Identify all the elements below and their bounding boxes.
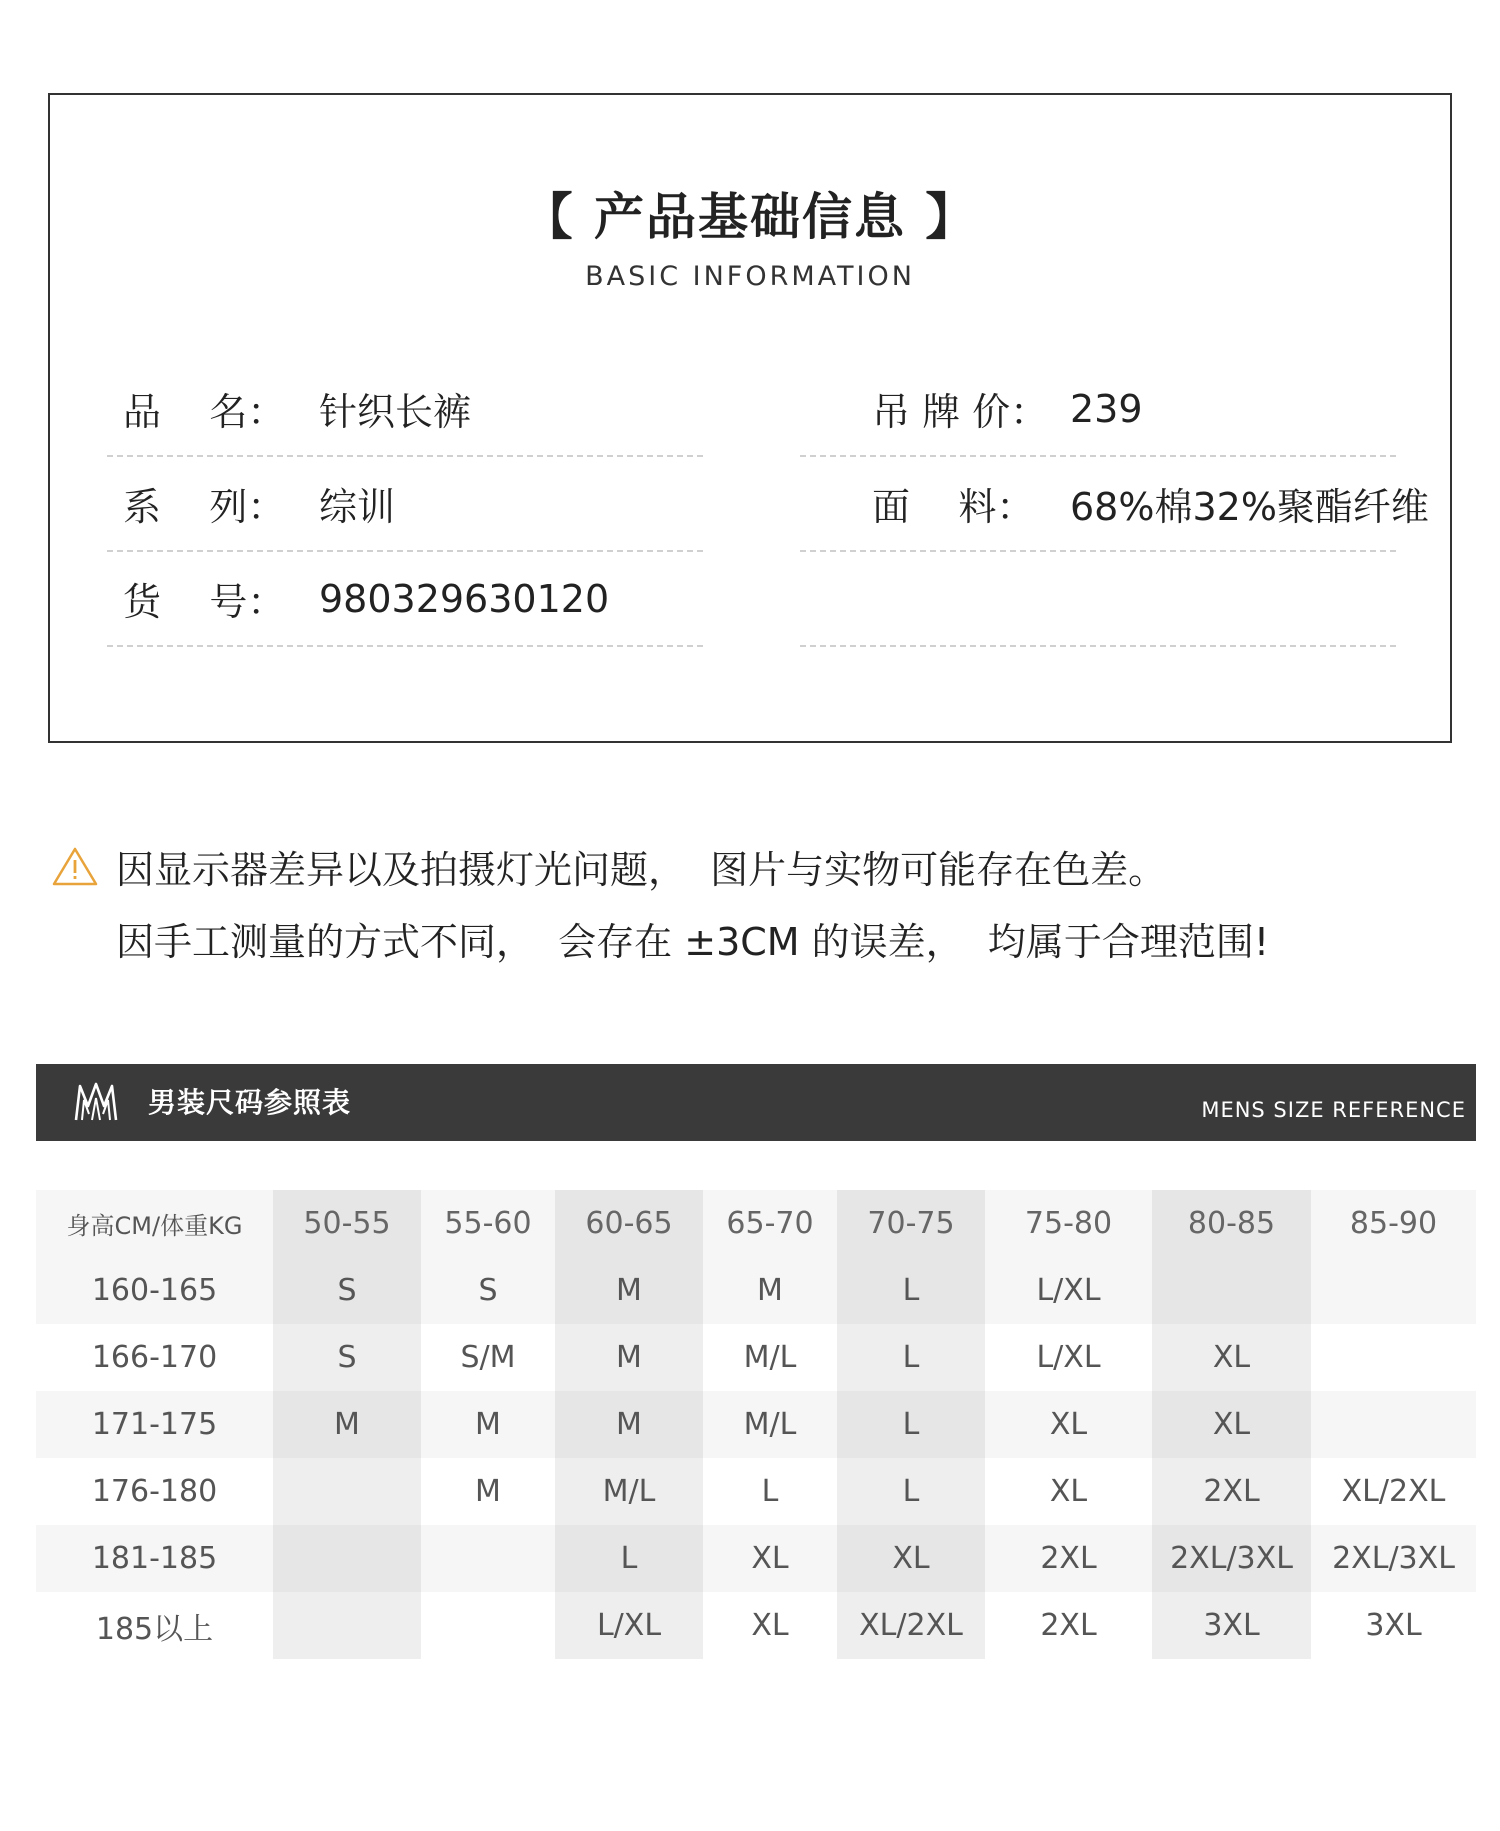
- table-row: [36, 1592, 1476, 1659]
- info-row-series: [107, 457, 703, 552]
- size-cell: [273, 1458, 421, 1525]
- size-reference-table: [36, 1190, 1476, 1659]
- info-row-item-number: [107, 552, 703, 647]
- table-row: [36, 1391, 1476, 1458]
- size-cell: XL: [703, 1525, 837, 1592]
- basic-info-panel: [48, 93, 1452, 743]
- size-cell: 2XL/3XL: [1311, 1525, 1476, 1592]
- height-cell: 171-175: [36, 1391, 273, 1458]
- table-row: [36, 1324, 1476, 1391]
- weight-header: 50-55: [273, 1190, 421, 1257]
- size-cell: L/XL: [555, 1592, 703, 1659]
- size-cell: 3XL: [1152, 1592, 1311, 1659]
- size-cell: [273, 1525, 421, 1592]
- table-row: [36, 1525, 1476, 1592]
- size-cell: XL: [985, 1458, 1152, 1525]
- info-value: 239: [1070, 386, 1143, 431]
- warning-triangle-icon: [52, 846, 98, 886]
- size-cell: [421, 1525, 555, 1592]
- size-cell: L/XL: [985, 1257, 1152, 1324]
- corner-header: 身高CM/体重KG: [36, 1190, 273, 1257]
- weight-header: 55-60: [421, 1190, 555, 1257]
- size-cell: S/M: [421, 1324, 555, 1391]
- weight-header: 60-65: [555, 1190, 703, 1257]
- table-row: [36, 1458, 1476, 1525]
- notice-line-2: [52, 902, 1452, 974]
- size-cell: M: [555, 1257, 703, 1324]
- size-cell: M: [421, 1391, 555, 1458]
- weight-header: 70-75: [837, 1190, 985, 1257]
- size-chart-header: [36, 1064, 1476, 1141]
- basic-info-title: 【 产品基础信息 】: [522, 188, 978, 246]
- info-value: 980329630120: [319, 576, 610, 621]
- height-cell: 160-165: [36, 1257, 273, 1324]
- size-cell: XL: [1152, 1391, 1311, 1458]
- height-cell: 185以上: [36, 1592, 273, 1659]
- info-value: 针织长裤: [319, 390, 472, 434]
- size-cell: S: [273, 1257, 421, 1324]
- size-chart-title: 男装尺码参照表: [148, 1086, 352, 1119]
- size-cell: [1311, 1257, 1476, 1324]
- height-cell: 166-170: [36, 1324, 273, 1391]
- size-cell: M: [555, 1391, 703, 1458]
- weight-header: 80-85: [1152, 1190, 1311, 1257]
- size-cell: [1311, 1324, 1476, 1391]
- notice-text-color: 因显示器差异以及拍摄灯光问题， 图片与实物可能存在色差。: [116, 847, 1167, 892]
- info-label: 系 列：: [123, 485, 286, 529]
- size-cell: M: [273, 1391, 421, 1458]
- basic-info-right-column: [800, 362, 1429, 647]
- size-cell: [1311, 1391, 1476, 1458]
- size-cell: XL: [837, 1525, 985, 1592]
- size-cell: 2XL/3XL: [1152, 1525, 1311, 1592]
- info-row-empty: [800, 552, 1396, 647]
- size-cell: L: [837, 1257, 985, 1324]
- size-cell: L: [555, 1525, 703, 1592]
- size-cell: L/XL: [985, 1324, 1152, 1391]
- m-logo-icon: [70, 1076, 122, 1128]
- info-label: 吊 牌 价：: [872, 390, 1049, 434]
- size-cell: XL/2XL: [837, 1592, 985, 1659]
- size-cell: L: [837, 1391, 985, 1458]
- info-label: 面 料：: [872, 485, 1035, 529]
- size-cell: M/L: [703, 1324, 837, 1391]
- size-cell: XL: [985, 1391, 1152, 1458]
- size-cell: 2XL: [1152, 1458, 1311, 1525]
- height-cell: 176-180: [36, 1458, 273, 1525]
- table-row: [36, 1257, 1476, 1324]
- notice-line-1: [52, 830, 1452, 902]
- weight-header: 65-70: [703, 1190, 837, 1257]
- size-cell: M/L: [555, 1458, 703, 1525]
- size-cell: S: [273, 1324, 421, 1391]
- weight-header: 75-80: [985, 1190, 1152, 1257]
- height-cell: 181-185: [36, 1525, 273, 1592]
- info-label: 品 名：: [123, 390, 286, 434]
- size-cell: 3XL: [1311, 1592, 1476, 1659]
- info-row-tag-price: [800, 362, 1396, 457]
- notice-text-measurement: 因手工测量的方式不同， 会存在 ±3CM 的误差， 均属于合理范围!: [116, 919, 1270, 964]
- size-cell: L: [703, 1458, 837, 1525]
- table-header-row: [36, 1190, 1476, 1257]
- size-cell: L: [837, 1458, 985, 1525]
- size-cell: XL: [703, 1592, 837, 1659]
- size-cell: S: [421, 1257, 555, 1324]
- size-cell: XL/2XL: [1311, 1458, 1476, 1525]
- size-cell: M/L: [703, 1391, 837, 1458]
- size-cell: [1152, 1257, 1311, 1324]
- disclaimer-notice: [52, 830, 1452, 974]
- info-row-fabric: [800, 457, 1429, 552]
- weight-header: 85-90: [1311, 1190, 1476, 1257]
- size-cell: [421, 1592, 555, 1659]
- info-value: 68%棉32%聚酯纤维: [1070, 485, 1429, 529]
- size-cell: 2XL: [985, 1592, 1152, 1659]
- size-cell: XL: [1152, 1324, 1311, 1391]
- size-cell: L: [837, 1324, 985, 1391]
- size-cell: M: [555, 1324, 703, 1391]
- info-value: 综训: [319, 485, 396, 529]
- size-cell: 2XL: [985, 1525, 1152, 1592]
- size-cell: [273, 1592, 421, 1659]
- size-cell: M: [421, 1458, 555, 1525]
- info-row-product-name: [107, 362, 703, 457]
- info-label: 货 号：: [123, 580, 286, 624]
- basic-info-left-column: [107, 362, 703, 647]
- basic-info-subtitle: BASIC INFORMATION: [585, 261, 915, 292]
- size-chart-subtitle: MENS SIZE REFERENCE: [1201, 1098, 1466, 1122]
- size-cell: M: [703, 1257, 837, 1324]
